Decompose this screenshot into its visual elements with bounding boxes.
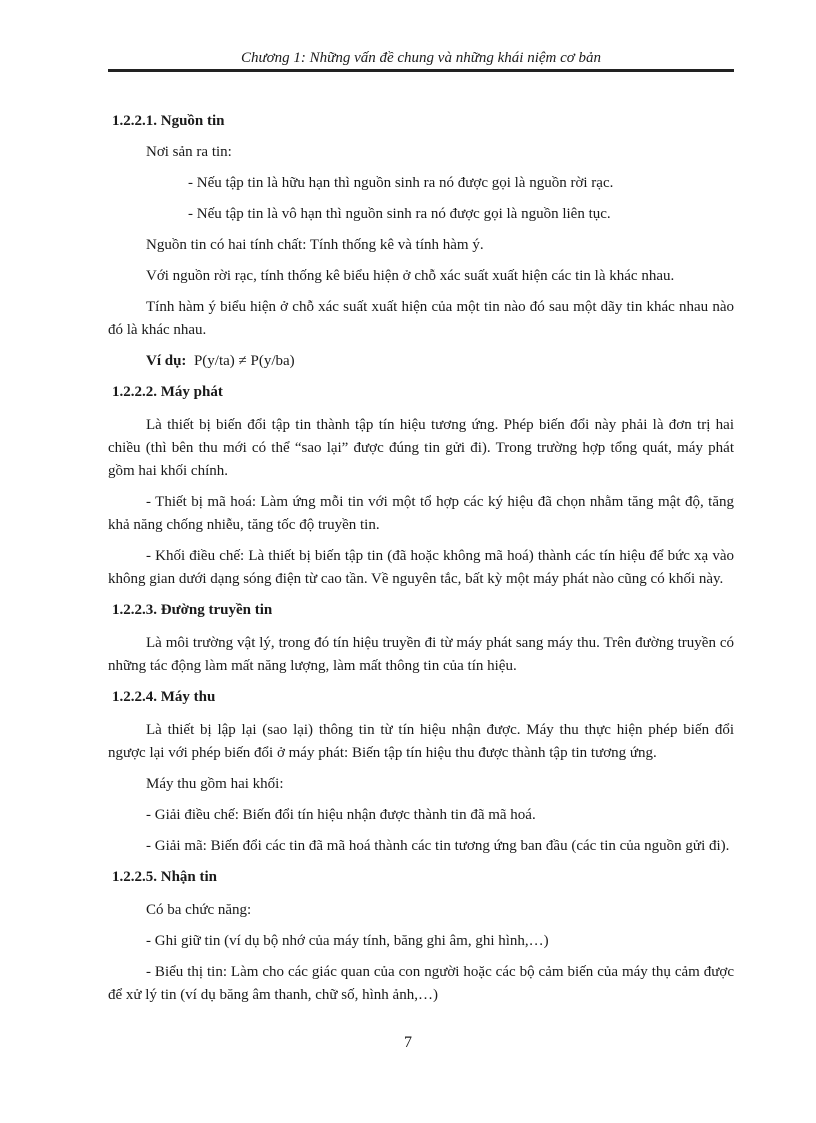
paragraph: Là thiết bị lập lại (sao lại) thông tin từ tín hiệu nhận được. Máy thu thực hiện phép biến đổi ngược lại với phép biến đổi ở máy phát: Biến tập tín hiệu thu được thành tập tin tương ứng.: [108, 722, 734, 761]
section-heading-may-phat: 1.2.2.2. Máy phát: [112, 384, 223, 400]
section-heading-nhan-tin: 1.2.2.5. Nhận tin: [112, 869, 218, 885]
paragraph: Tính hàm ý biểu hiện ở chỗ xác suất xuất hiện của một tin nào đó sau một dãy tin khác nhau nào đó là khác nhau.: [108, 299, 734, 338]
paragraph: Máy thu gồm hai khối:: [146, 776, 284, 792]
paragraph: - Biểu thị tin: Làm cho các giác quan của con người hoặc các bộ cảm biến của máy thụ cảm được để xử lý tin (ví dụ băng âm thanh, chữ số, hình ảnh,…): [108, 964, 734, 1003]
section-heading-may-thu: 1.2.2.4. Máy thu: [112, 689, 216, 705]
paragraph: Có ba chức năng:: [146, 902, 252, 918]
paragraph: - Giải điều chế: Biến đổi tín hiệu nhận được thành tin đã mã hoá.: [146, 807, 536, 823]
header-rule: [108, 69, 734, 72]
paragraph: - Giải mã: Biến đổi các tin đã mã hoá thành các tin tương ứng ban đầu (các tin của nguồn gửi đi).: [146, 838, 730, 854]
example-line: [108, 350, 734, 373]
page-body: [108, 110, 734, 1015]
paragraph: - Ghi giữ tin (ví dụ bộ nhớ của máy tính, băng ghi âm, ghi hình,…): [146, 933, 549, 949]
list-item: - Nếu tập tin là vô hạn thì nguồn sinh ra nó được gọi là nguồn liên tục.: [188, 206, 611, 222]
running-header: Chương 1: Những vấn đề chung và những khái niệm cơ bản: [240, 50, 602, 66]
paragraph: - Thiết bị mã hoá: Làm ứng mỗi tin với một tổ hợp các ký hiệu đã chọn nhằm tăng mật độ, tăng khả năng chống nhiễu, tăng tốc độ truyền tin.: [108, 494, 734, 533]
section-heading-nguon-tin: 1.2.2.1. Nguồn tin: [112, 113, 225, 129]
paragraph: - Khối điều chế: Là thiết bị biến tập tin (đã hoặc không mã hoá) thành các tín hiệu để bức xạ vào không gian dưới dạng sóng điện từ cao tần. Về nguyên tắc, bất kỳ một máy phát nào cũng có khối này.: [108, 548, 734, 587]
paragraph: Với nguồn rời rạc, tính thống kê biểu hiện ở chỗ xác suất xuất hiện các tin là khác nhau.: [146, 268, 675, 284]
example-label: Ví dụ:: [146, 353, 187, 369]
paragraph: Là thiết bị biến đổi tập tin thành tập tín hiệu tương ứng. Phép biến đổi này phải là đơn trị hai chiều (thì bên thu mới có thể “sao lại” được đúng tin gửi đi). Trong trường hợp tổng quát, máy phát gồm hai khối chính.: [108, 417, 734, 479]
section-heading-duong-truyen-tin: 1.2.2.3. Đường truyền tin: [112, 602, 273, 618]
paragraph: Nơi sản ra tin:: [146, 144, 232, 160]
example-formula: P(y/ta) ≠ P(y/ba): [193, 353, 295, 369]
paragraph: Nguồn tin có hai tính chất: Tính thống kê và tính hàm ý.: [146, 237, 484, 253]
list-item: - Nếu tập tin là hữu hạn thì nguồn sinh ra nó được gọi là nguồn rời rạc.: [188, 175, 614, 191]
page-number: 7: [404, 1034, 412, 1051]
paragraph: Là môi trường vật lý, trong đó tín hiệu truyền đi từ máy phát sang máy thu. Trên đường truyền có những tác động làm mất năng lượng, làm mất thông tin của tín hiệu.: [108, 635, 734, 674]
